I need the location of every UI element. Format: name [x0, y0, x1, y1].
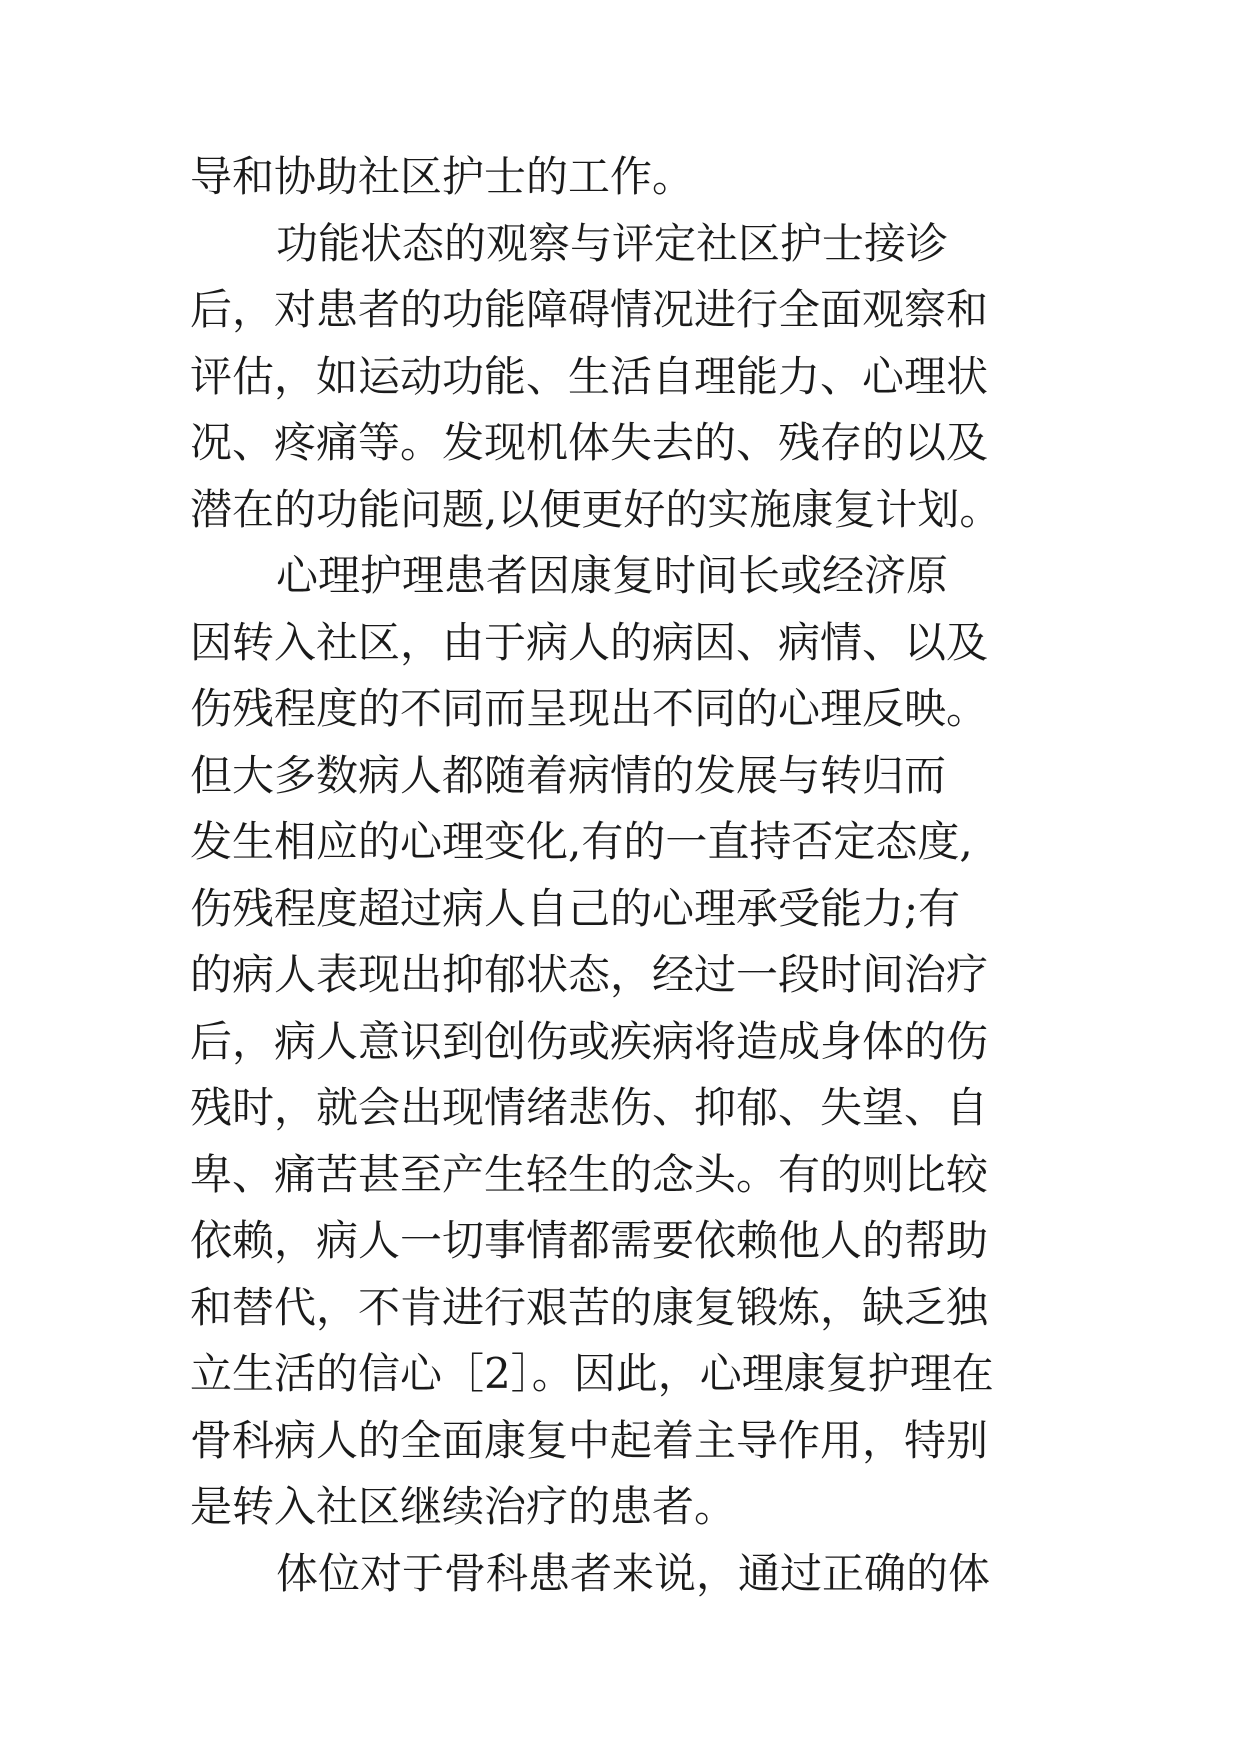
- text-line: 卑、痛苦甚至产生轻生的念头。有的则比较: [190, 1149, 989, 1199]
- text-line: 况、疼痛等。发现机体失去的、残存的以及: [190, 418, 989, 467]
- text-line: 因转入社区，由于病人的病因、病情、以及: [190, 617, 989, 667]
- paragraph-heading-line: 心理护理患者因康复时间长或经济原: [276, 551, 949, 600]
- text-line: 发生相应的心理变化,有的一直持否定态度,: [190, 817, 973, 866]
- paragraph-heading-line: 功能状态的观察与评定社区护士接诊: [276, 218, 949, 268]
- body-text: [190, 144, 1070, 1607]
- text-line: 评估，如运动功能、生活自理能力、心理状: [190, 351, 989, 401]
- text-line: 骨科病人的全面康复中起着主导作用，特别: [190, 1415, 989, 1465]
- text-line: 伤残程度的不同而呈现出不同的心理反映。: [190, 684, 989, 733]
- text-line: 是转入社区继续治疗的患者。: [190, 1482, 737, 1531]
- text-line: 残时，就会出现情绪悲伤、抑郁、失望、自: [190, 1083, 989, 1132]
- text-line: 伤残程度超过病人自己的心理承受能力;有: [190, 883, 961, 933]
- text-line: 的病人表现出抑郁状态，经过一段时间治疗: [190, 950, 989, 999]
- text-line: 后，对患者的功能障碍情况进行全面观察和: [190, 285, 989, 334]
- text-line: 和替代，不肯进行艰苦的康复锻炼，缺乏独: [190, 1282, 989, 1332]
- text-line: 潜在的功能问题,以便更好的实施康复计划。: [190, 484, 1002, 534]
- paragraph-heading-line: 体位对于骨科患者来说，通过正确的体: [276, 1548, 991, 1598]
- text-line: 依赖，病人一切事情都需要依赖他人的帮助: [190, 1216, 989, 1265]
- text-line: 导和协助社区护士的工作。: [190, 152, 695, 201]
- text-line: 立生活的信心［2］。因此，心理康复护理在: [190, 1349, 994, 1398]
- text-line: 但大多数病人都随着病情的发展与转归而: [190, 750, 947, 800]
- text-line: 后，病人意识到创伤或疾病将造成身体的伤: [190, 1016, 989, 1066]
